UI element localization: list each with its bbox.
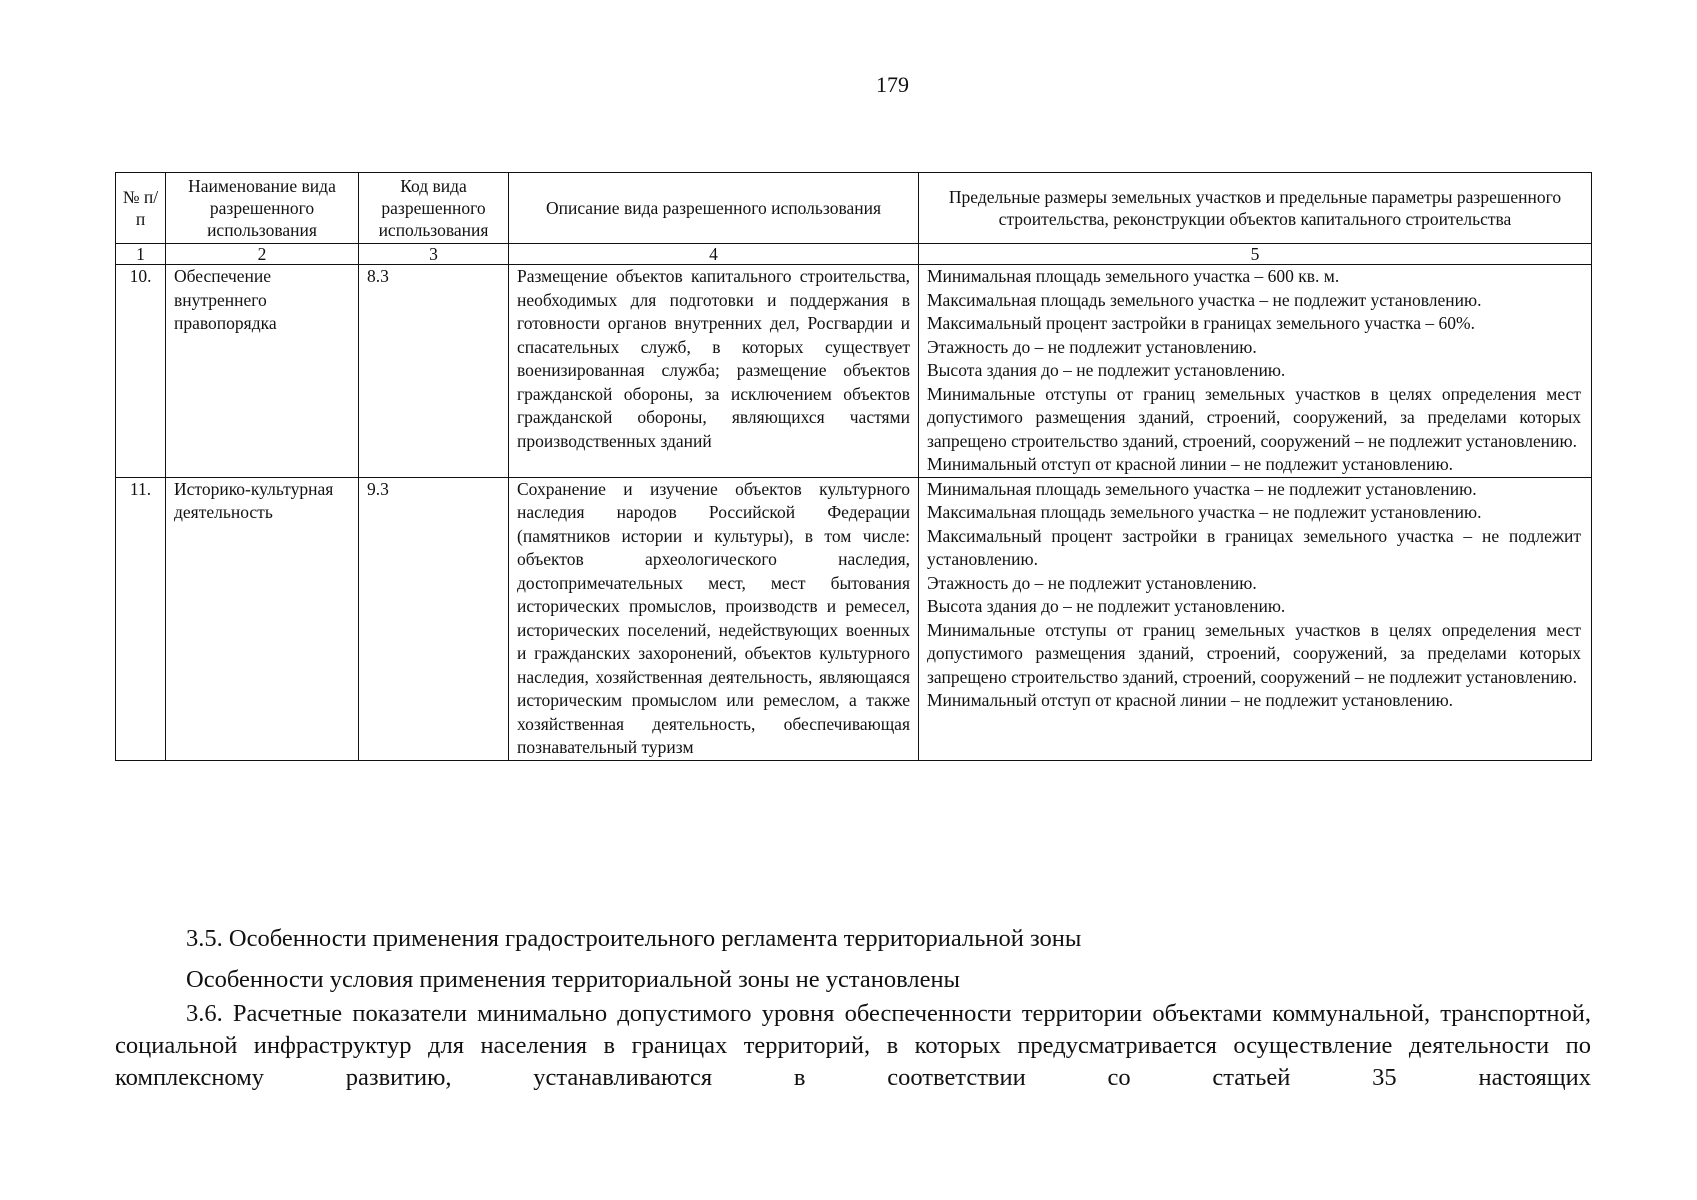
use-description: Размещение объектов капитального строительства, необходимых для подготовки и поддержания в готовности органов внутренних дел, Росгвардии и спасательных служб, в которых существует военизированная служба; размещение объектов гражданской обороны, за исключением объектов гражданской обороны, являющихся частями производственных зданий [509, 265, 919, 478]
column-number: 3 [359, 244, 509, 265]
parameter-line: Высота здания до – не подлежит установлению. [927, 596, 1286, 616]
column-number: 1 [116, 244, 166, 265]
limit-parameters [919, 477, 1592, 760]
header-use-name: Наименование вида разрешенного использования [166, 173, 359, 244]
land-use-regulations-table [115, 172, 1592, 761]
parameter-line: Минимальные отступы от границ земельных участков в целях определения мест допустимого размещения зданий, строений, сооружений, за пределами которых запрещено строительство зданий, строений, сооружений – не подлежит установлению. [927, 383, 1581, 451]
parameter-line: Максимальный процент застройки в границах земельного участка – 60%. [927, 313, 1476, 333]
parameter-line: Этажность до – не подлежит установлению. [927, 572, 1257, 593]
use-name: Обеспечение внутреннего правопорядка [166, 265, 359, 478]
row-number: 10. [116, 265, 166, 478]
parameter-line: Минимальная площадь земельного участка – 600 кв. м. [927, 266, 1340, 286]
table-row [116, 477, 1592, 760]
section-3-5-text: Особенности условия применения территориальной зоны не установлены [186, 966, 961, 993]
use-name: Историко-культурная деятельность [166, 477, 359, 760]
header-number: № п/п [116, 173, 166, 244]
header-use-description: Описание вида разрешенного использования [509, 173, 919, 244]
column-number: 4 [509, 244, 919, 265]
page-number: 179 [876, 72, 909, 97]
parameter-line: Максимальный процент застройки в границах земельного участка – не подлежит установлению. [927, 525, 1581, 569]
column-number: 5 [919, 244, 1592, 265]
table-row [116, 265, 1592, 478]
column-number: 2 [166, 244, 359, 265]
header-use-code: Код вида разрешенного использования [359, 173, 509, 244]
parameter-line: Максимальная площадь земельного участка – не подлежит установлению. [927, 502, 1482, 522]
column-number-row [116, 244, 1592, 265]
limit-parameters [919, 265, 1592, 478]
section-3-5-heading: 3.5. Особенности применения градостроительного регламента территориальной зоны [186, 925, 1082, 952]
use-code: 9.3 [359, 477, 509, 760]
row-number: 11. [116, 477, 166, 760]
parameter-line: Минимальный отступ от красной линии – не подлежит установлению. [927, 690, 1454, 710]
parameter-line: Максимальная площадь земельного участка – не подлежит установлению. [927, 289, 1482, 310]
use-code: 8.3 [359, 265, 509, 478]
table-header-row [116, 173, 1592, 244]
parameter-line: Минимальный отступ от красной линии – не подлежит установлению. [927, 454, 1454, 474]
use-description: Сохранение и изучение объектов культурного наследия народов Российской Федерации (памятников истории и культуры), в том числе: объектов археологического наследия, достопримечательных мест, мест бытования исторических промыслов, производств и ремесел, исторических поселений, недействующих военных и гражданских захоронений, объектов культурного наследия, хозяйственная деятельность, являющаяся историческим промыслом или ремеслом, а также хозяйственная деятельность, обеспечивающая познавательный туризм [509, 477, 919, 760]
parameter-line: Минимальная площадь земельного участка – не подлежит установлению. [927, 478, 1477, 499]
parameter-line: Минимальные отступы от границ земельных участков в целях определения мест допустимого размещения зданий, строений, сооружений, за пределами которых запрещено строительство зданий, строений, сооружений – не подлежит установлению. [927, 619, 1581, 687]
parameter-line: Этажность до – не подлежит установлению. [927, 336, 1257, 357]
header-limit-parameters: Предельные размеры земельных участков и предельные параметры разрешенного строительства, реконструкции объектов капитального строительства [919, 173, 1592, 244]
parameter-line: Высота здания до – не подлежит установлению. [927, 360, 1286, 380]
section-3-6-paragraph: 3.6. Расчетные показатели минимально допустимого уровня обеспеченности территории объектами коммунальной, транспортной, социальной инфраструктур для населения в границах территорий, в которых предусматривается осуществление деятельности по комплексному развитию, устанавливаются в соответствии со статьей 35 настоящих [115, 1000, 1591, 1091]
